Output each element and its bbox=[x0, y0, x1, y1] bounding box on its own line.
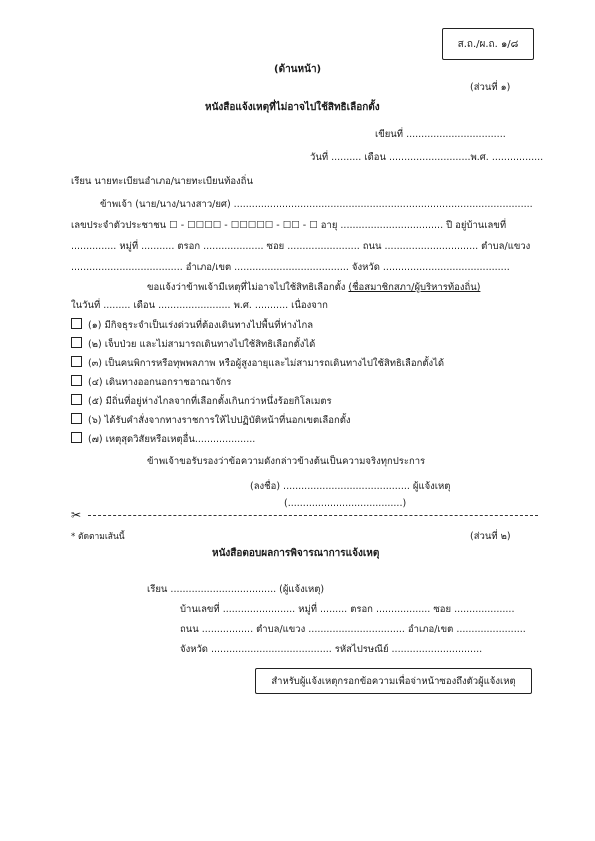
written-at-field[interactable]: เขียนที่ ................................. bbox=[375, 129, 506, 140]
part2-label: (ส่วนที่ ๒) bbox=[470, 531, 511, 542]
reason-label: (๗) เหตุสุดวิสัยหรือเหตุอื่น.................... bbox=[88, 434, 256, 445]
certify-text: ข้าพเจ้าขอรับรองว่าข้อความดังกล่าวข้างต้นเป็นความจริงทุกประการ bbox=[147, 456, 426, 467]
name-field[interactable]: ข้าพเจ้า (นาย/นาง/นางสาว/ยศ) ................................................................................................... bbox=[100, 199, 533, 210]
date-field-2[interactable]: ในวันที่ ......... เดือน ........................ พ.ศ. ........... เนื่องจาก bbox=[71, 300, 328, 311]
part1-title: หนังสือแจ้งเหตุที่ไม่อาจไปใช้สิทธิเลือกตั้ง bbox=[205, 102, 380, 113]
checkbox[interactable] bbox=[71, 394, 82, 405]
part2-title: หนังสือตอบผลการพิจารณาการแจ้งเหตุ bbox=[212, 548, 380, 559]
checkbox[interactable] bbox=[71, 337, 82, 348]
form-code-box bbox=[442, 28, 534, 60]
signature-name-field[interactable]: (......................................) bbox=[284, 498, 407, 509]
reason-label: (๑) มีกิจธุระจำเป็นเร่งด่วนที่ต้องเดินทางไปพื้นที่ห่างไกล bbox=[88, 320, 314, 331]
reason-item-4[interactable] bbox=[71, 375, 231, 390]
checkbox[interactable] bbox=[71, 318, 82, 329]
reason-label: (๕) มีถิ่นที่อยู่ห่างไกลจากที่เลือกตั้งเกินกว่าหนึ่งร้อยกิโลเมตร bbox=[88, 396, 332, 407]
part2-address-3[interactable]: จังหวัด ........................................ รหัสไปรษณีย์ .............................. bbox=[180, 644, 483, 655]
reason-item-2[interactable] bbox=[71, 337, 315, 352]
cut-note: * ตัดตามเส้นนี้ bbox=[71, 532, 125, 542]
part2-address-2[interactable]: ถนน ................. ตำบล/แขวง ................................ อำเภอ/เขต ....................... bbox=[180, 624, 526, 635]
part2-address-1[interactable]: บ้านเลขที่ ........................ หมู่ที่ ......... ตรอก .................. ซอย .................... bbox=[180, 604, 515, 615]
reason-label: (๖) ได้รับคำสั่งจากทางราชการให้ไปปฏิบัติหน้าที่นอกเขตเลือกตั้ง bbox=[88, 415, 351, 426]
checkbox[interactable] bbox=[71, 356, 82, 367]
scissors-icon: ✂ bbox=[71, 508, 82, 522]
front-label: (ด้านหน้า) bbox=[274, 64, 322, 75]
to-registrar: เรียน นายทะเบียนอำเภอ/นายทะเบียนท้องถิ่น bbox=[71, 176, 253, 187]
envelope-note: สำหรับผู้แจ้งเหตุกรอกข้อความเพื่อจ่าหน้าซองถึงตัวผู้แจ้งเหตุ bbox=[271, 675, 516, 687]
checkbox[interactable] bbox=[71, 432, 82, 443]
intro-underlined: (ชื่อสมาชิกสภา/ผู้บริหารท้องถิ่น) bbox=[348, 282, 481, 293]
reason-item-7[interactable] bbox=[71, 432, 255, 447]
reason-label: (๔) เดินทางออกนอกราชอาณาจักร bbox=[88, 377, 232, 388]
signature-field[interactable]: (ลงชื่อ) .......................................... ผู้แจ้งเหตุ bbox=[250, 481, 451, 492]
intro-line bbox=[147, 280, 480, 295]
reason-item-1[interactable] bbox=[71, 318, 313, 333]
reason-item-5[interactable] bbox=[71, 394, 332, 409]
reason-item-3[interactable] bbox=[71, 356, 444, 371]
reason-label: (๒) เจ็บป่วย และไม่สามารถเดินทางไปใช้สิทธิเลือกตั้งได้ bbox=[88, 339, 316, 350]
id-age-field[interactable]: เลขประจำตัวประชาชน ☐ - ☐☐☐☐ - ☐☐☐☐☐ - ☐☐ - ☐ อายุ .................................. ปี อยู่บ้านเลขที่ bbox=[71, 220, 507, 231]
reason-label: (๓) เป็นคนพิการหรือทุพพลภาพ หรือผู้สูงอายุและไม่สามารถเดินทางไปใช้สิทธิเลือกตั้งได้ bbox=[88, 358, 445, 369]
cut-line bbox=[88, 515, 538, 516]
part1-label: (ส่วนที่ ๑) bbox=[470, 82, 511, 93]
form-code: ส.ถ./ผ.ถ. ๑/๘ bbox=[457, 38, 519, 50]
reason-item-6[interactable] bbox=[71, 413, 351, 428]
checkbox[interactable] bbox=[71, 375, 82, 386]
date-field[interactable]: วันที่ .......... เดือน ...........................พ.ศ. ................. bbox=[310, 152, 544, 163]
envelope-note-box bbox=[255, 668, 532, 694]
address-field-2[interactable]: ..................................... อำเภอ/เขต ...................................... จังหวัด .......................................... bbox=[71, 262, 510, 273]
address-field-1[interactable]: ............... หมู่ที่ ........... ตรอก .................... ซอย ........................ ถนน ............................... ตำบล/แขวง bbox=[71, 241, 531, 252]
checkbox[interactable] bbox=[71, 413, 82, 424]
intro-text: ขอแจ้งว่าข้าพเจ้ามีเหตุที่ไม่อาจไปใช้สิทธิเลือกตั้ง bbox=[147, 282, 346, 293]
part2-to-field[interactable]: เรียน ................................... (ผู้แจ้งเหตุ) bbox=[147, 584, 325, 595]
